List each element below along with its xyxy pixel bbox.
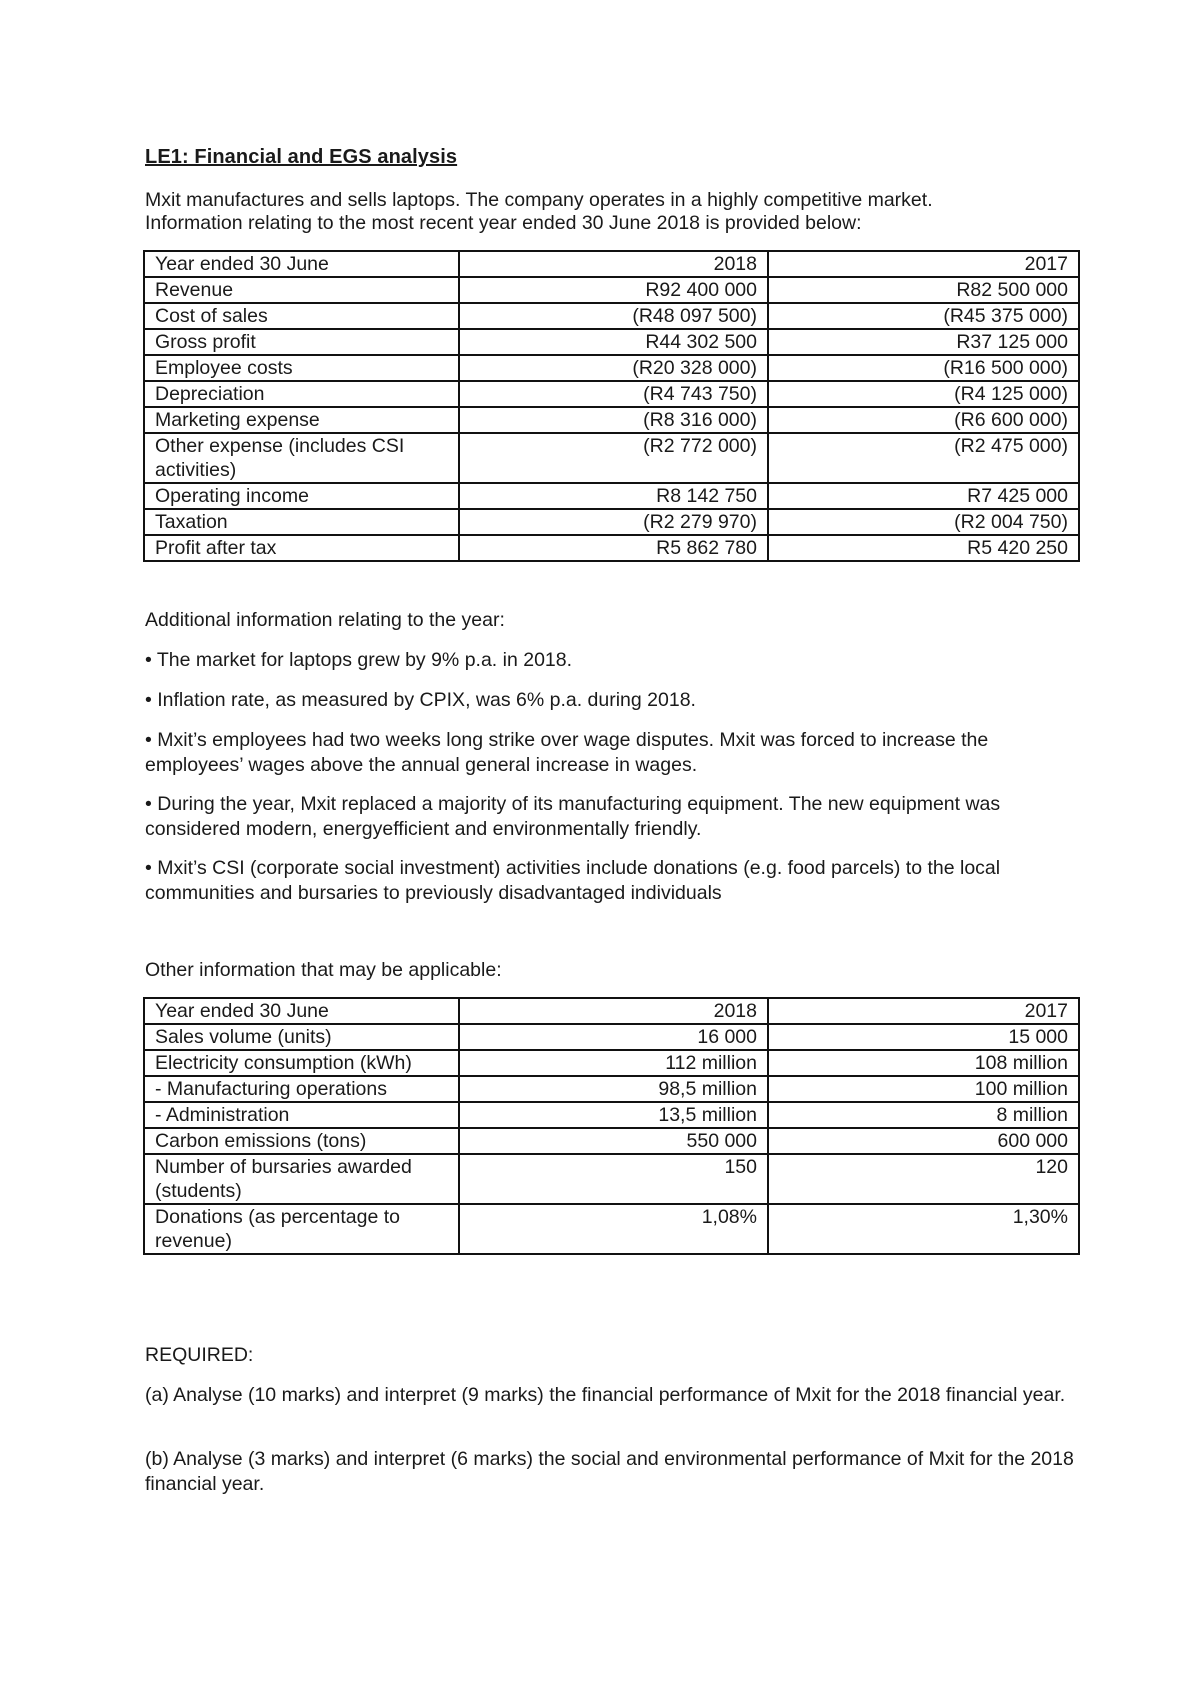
table-cell: 600 000 xyxy=(768,1128,1079,1154)
table-cell: 13,5 million xyxy=(459,1102,768,1128)
table-row xyxy=(144,1050,1079,1076)
table-cell: R44 302 500 xyxy=(459,329,768,355)
other-heading: Other information that may be applicable: xyxy=(145,959,502,981)
table-cell: (R2 475 000) xyxy=(768,433,1079,483)
table-cell: Electricity consumption (kWh) xyxy=(144,1050,459,1076)
table-cell: 120 xyxy=(768,1154,1079,1204)
required-heading: REQUIRED: xyxy=(145,1344,254,1366)
table-cell: - Administration xyxy=(144,1102,459,1128)
table-cell: 2017 xyxy=(768,998,1079,1024)
table-cell: Employee costs xyxy=(144,355,459,381)
table-cell: Number of bursaries awarded (students) xyxy=(144,1154,459,1204)
table-cell: Donations (as percentage to revenue) xyxy=(144,1204,459,1254)
table-row xyxy=(144,407,1079,433)
table-cell: 98,5 million xyxy=(459,1076,768,1102)
bullet-item: • The market for laptops grew by 9% p.a. in 2018. xyxy=(145,649,573,671)
table-cell: (R2 004 750) xyxy=(768,509,1079,535)
table-cell: 8 million xyxy=(768,1102,1079,1128)
table-cell: (R20 328 000) xyxy=(459,355,768,381)
table-cell: 2018 xyxy=(459,251,768,277)
table-cell: R5 420 250 xyxy=(768,535,1079,561)
table-cell: Marketing expense xyxy=(144,407,459,433)
table-cell: 2018 xyxy=(459,998,768,1024)
table-cell: 1,08% xyxy=(459,1204,768,1254)
financial-table xyxy=(143,250,1080,562)
intro-line-1: Mxit manufactures and sells laptops. The company operates in a highly competitive market. xyxy=(145,189,933,211)
table-cell: (R2 279 970) xyxy=(459,509,768,535)
table-row xyxy=(144,1102,1079,1128)
required-item-b: (b) Analyse (3 marks) and interpret (6 marks) the social and environmental performance of Mxit for the 2018 financial year. xyxy=(145,1448,1074,1495)
table-cell: Depreciation xyxy=(144,381,459,407)
table-cell: 550 000 xyxy=(459,1128,768,1154)
table-cell: R5 862 780 xyxy=(459,535,768,561)
table-cell: R92 400 000 xyxy=(459,277,768,303)
table-cell: 16 000 xyxy=(459,1024,768,1050)
table-cell: Profit after tax xyxy=(144,535,459,561)
table-cell: Revenue xyxy=(144,277,459,303)
table-cell: (R48 097 500) xyxy=(459,303,768,329)
table-cell: - Manufacturing operations xyxy=(144,1076,459,1102)
table-cell: Other expense (includes CSI activities) xyxy=(144,433,459,483)
table-header-row xyxy=(144,998,1079,1024)
table-cell: 112 million xyxy=(459,1050,768,1076)
table-cell: Year ended 30 June xyxy=(144,998,459,1024)
bullet-item: • Mxit’s CSI (corporate social investment) activities include donations (e.g. food parcels) to the local communities and bursaries to previously disadvantaged individuals xyxy=(145,857,1001,904)
table-cell: 100 million xyxy=(768,1076,1079,1102)
intro-line-2: Information relating to the most recent year ended 30 June 2018 is provided below: xyxy=(145,212,862,234)
table-cell: (R2 772 000) xyxy=(459,433,768,483)
table-row xyxy=(144,1154,1079,1204)
table-row xyxy=(144,355,1079,381)
document-title: LE1: Financial and EGS analysis xyxy=(145,146,458,168)
table-cell: R82 500 000 xyxy=(768,277,1079,303)
table-row xyxy=(144,535,1079,561)
table-row xyxy=(144,329,1079,355)
table-row xyxy=(144,483,1079,509)
table-row xyxy=(144,433,1079,483)
table-cell: Cost of sales xyxy=(144,303,459,329)
table-row xyxy=(144,509,1079,535)
table-cell: (R8 316 000) xyxy=(459,407,768,433)
table-row xyxy=(144,277,1079,303)
table-row xyxy=(144,381,1079,407)
required-item-a: (a) Analyse (10 marks) and interpret (9 marks) the financial performance of Mxit for the 2018 financial year. xyxy=(145,1384,1066,1406)
table-cell: Gross profit xyxy=(144,329,459,355)
table-cell: 15 000 xyxy=(768,1024,1079,1050)
table-row xyxy=(144,1204,1079,1254)
table-row xyxy=(144,1076,1079,1102)
bullet-item: • Inflation rate, as measured by CPIX, was 6% p.a. during 2018. xyxy=(145,689,696,711)
table-cell: Operating income xyxy=(144,483,459,509)
table-cell: (R4 125 000) xyxy=(768,381,1079,407)
bullet-item: • Mxit’s employees had two weeks long strike over wage disputes. Mxit was forced to increase the employees’ wages above the annual general increase in wages. xyxy=(145,729,989,776)
table-cell: (R6 600 000) xyxy=(768,407,1079,433)
table-cell: (R45 375 000) xyxy=(768,303,1079,329)
table-row xyxy=(144,1128,1079,1154)
table-cell: R37 125 000 xyxy=(768,329,1079,355)
additional-heading: Additional information relating to the year: xyxy=(145,609,505,631)
table-cell: 108 million xyxy=(768,1050,1079,1076)
table-cell: Year ended 30 June xyxy=(144,251,459,277)
table-cell: (R16 500 000) xyxy=(768,355,1079,381)
table-header-row xyxy=(144,251,1079,277)
other-info-table xyxy=(143,997,1080,1255)
table-cell: Taxation xyxy=(144,509,459,535)
table-cell: 2017 xyxy=(768,251,1079,277)
table-cell: (R4 743 750) xyxy=(459,381,768,407)
table-cell: Sales volume (units) xyxy=(144,1024,459,1050)
table-cell: R7 425 000 xyxy=(768,483,1079,509)
table-cell: Carbon emissions (tons) xyxy=(144,1128,459,1154)
table-row xyxy=(144,303,1079,329)
table-cell: 1,30% xyxy=(768,1204,1079,1254)
table-cell: R8 142 750 xyxy=(459,483,768,509)
table-row xyxy=(144,1024,1079,1050)
bullet-item: • During the year, Mxit replaced a majority of its manufacturing equipment. The new equipment was considered modern, energyefficient and environmentally friendly. xyxy=(145,793,1001,840)
table-cell: 150 xyxy=(459,1154,768,1204)
